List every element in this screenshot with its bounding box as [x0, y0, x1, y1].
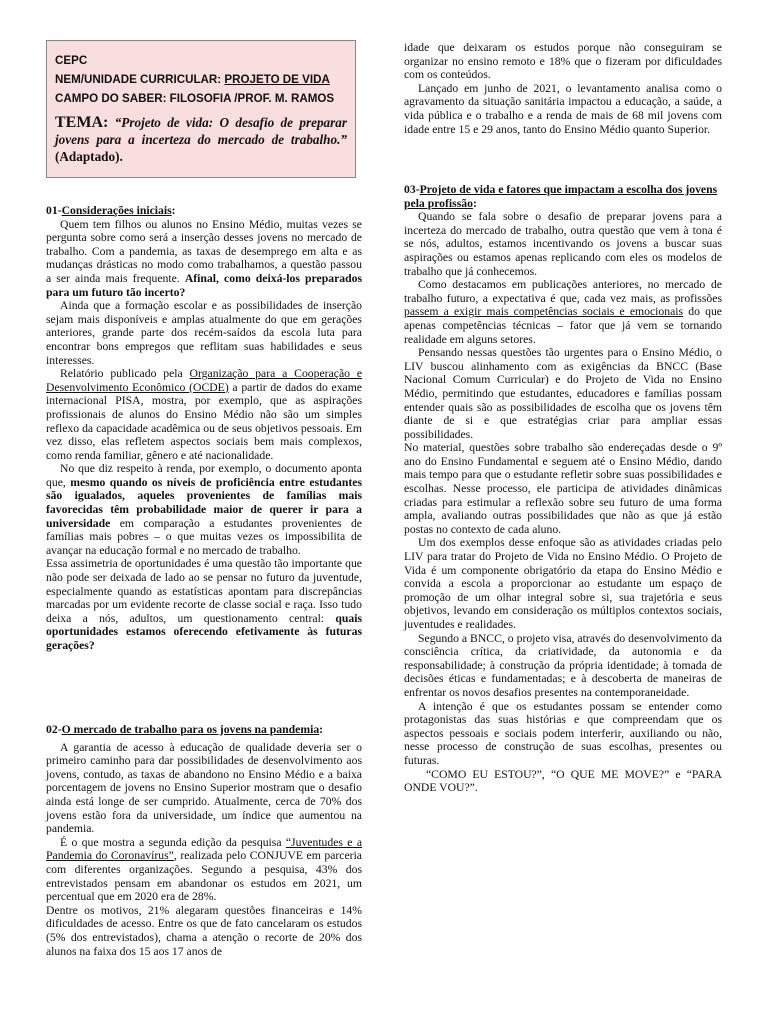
s1-paragraph-3: [46, 367, 362, 462]
s1-p3-text: Relatório publicado pela: [60, 367, 190, 381]
s3-paragraph-1: Quando se fala sobre o desafio de preparar jovens para a incerteza do mercado de trabalho, outra questão que vem à tona é se nós, adultos, estamos incentivando os jovens a buscar suas aspirações ou estamos apenas replicando com eles os modelos de trabalho que já conhecemos.: [404, 210, 722, 278]
s2-paragraph-5: Lançado em junho de 2021, o levantamento analisa como o agravamento da situação sanitária impactou a educação, a saúde, a vida pública e o trabalho e a renda de mais de 68 mil jovens com idade entre 15 e 29 anos, tanto do Ensino Médio quanto Superior.: [404, 81, 722, 136]
s1-p4-rest: em comparação a estudantes provenientes de famílias mais pobres – o que muitas vezes os impossibilita de avançar na educação formal e no mercado de trabalho.: [46, 516, 362, 557]
ocde-link[interactable]: Organização para a Cooperação e Desenvolvimento Econômico (OCDE): [46, 367, 363, 394]
section-3-heading: [404, 183, 722, 210]
curricular-unit-label: NEM/UNIDADE CURRICULAR:: [55, 73, 225, 86]
curricular-unit-link[interactable]: PROJETO DE VIDA: [224, 73, 330, 86]
survey-link[interactable]: “Juventudes e a Pandemia do Coronavírus”: [46, 835, 363, 863]
section-1-colon: :: [171, 204, 176, 217]
section-2-title: O mercado de trabalho para os jovens na pandemia: [61, 723, 320, 736]
s1-p3-rest: a partir de dados do exame internacional PISA, mostra, por exemplo, que as aspirações profissionais de alunos do Ensino Médio não são um simples reflexo da capacidade acadêmica ou de seus objetivos pessoais. Em vez disso, elas refletem aspectos sociais bem mais complexos, como renda familiar, gênero e até nacionalidade.: [46, 380, 362, 462]
competencies-link[interactable]: passem a exigir mais competências sociais e emocionais: [404, 305, 684, 319]
s2-paragraph-1: A garantia de acesso à educação de qualidade deveria ser o primeiro caminho para dar possibilidades de desenvolvimento aos jovens, contudo, as taxas de abandono no Ensino Médio e a baixa porcentagem de jovens no Ensino Superior mostram que o desafio ainda está longe de ser cumprido. Atualmente, cerca de 70% dos jovens estão fora da universidade, um índice que aumentou na pandemia.: [46, 740, 362, 836]
header-box: [46, 40, 356, 178]
s1-p5-bold: quais oportunidades estamos oferecendo efetivamente às futuras gerações?: [46, 611, 362, 652]
s3-paragraph-5: Um dos exemplos desse enfoque são as atividades criadas pelo LIV para tratar do Projeto de Vida no Ensino Médio. O Projeto de Vida é um componente obrigatório da etapa do Ensino Médio e convida a escola a proporcionar ao estudante um espaço de promoção de um olhar integral sobre si, sua trajetória e seus objetivos, levando em consideração os múltiplos contextos sociais, juventudes e realidades.: [404, 536, 722, 631]
s3-paragraph-4: No material, questões sobre trabalho são endereçadas desde o 9º ano do Ensino Fundamental e seguem até o Ensino Médio, dando mais tempo para que o estudante refletir sobre suas possibilidades e escolhas. Nesse processo, ele participa de atividades dinâmicas criadas para estimular a reflexão sobre seu futuro de uma forma ampla, avaliando outras possibilidades que não as que já estão postas no contexto de cada aluno.: [404, 441, 722, 536]
s1-p5-text: Essa assimetria de oportunidades é uma questão tão importante que não pode ser deixada de lado ao se pensar no futuro da juventude, especialmente quando as estatísticas apontam para discrepâncias marcadas por um evidente recorte de classe social e raça. Isso tudo deixa a nós, adultos, um questionamento central:: [46, 557, 362, 625]
section-3-title: Projeto de vida e fatores que impactam a escolha dos jovens pela profissão: [404, 183, 718, 210]
s1-paragraph-5: [46, 557, 362, 652]
s3-paragraph-2: [404, 278, 722, 346]
s3-p2-rest: do que apenas competências técnicas – fator que já vem se tornando realidade em alguns setores.: [404, 305, 722, 346]
s3-p2-text: Como destacamos em publicações anteriores, no mercado de trabalho futuro, a expectativa é que, cada vez mais, as profissões: [404, 278, 722, 305]
field-of-knowledge: CAMPO DO SABER: FILOSOFIA /PROF. M. RAMOS: [55, 92, 335, 105]
section-3-number: 03-: [404, 183, 420, 196]
theme-title: [55, 114, 347, 165]
s3-paragraph-6: Segundo a BNCC, o projeto visa, através do desenvolvimento da consciência crítica, da criatividade, da autonomia e da responsabilidade; à construção da própria identidade; à tomada de decisões éticas e fundamentadas; e à descoberta de maneiras de enfrentar os novos desafios presentes na contemporaneidade.: [404, 631, 722, 699]
s2-paragraph-3: Dentre os motivos, 21% alegaram questões financeiras e 14% dificuldades de acesso. Entre os que de fato cancelaram os estudos (5% dos entrevistados), chama a atenção o recorte de 20% dos alunos na faixa dos 15 aos 17 anos de: [46, 903, 362, 958]
section-2-number: 02-: [46, 723, 62, 736]
s2-p2-rest: , realizada pelo CONJUVE em parceria com diferentes organizações. Segundo a pesquisa, 43% dos entrevistados pensam em abandonar os estudos em 2021, um percentual que em 2020 era de 28%.: [46, 849, 362, 904]
theme-text: “Projeto de vida: O desafio de preparar jovens para a incerteza do mercado de trabalho.”: [55, 115, 347, 147]
section-3: [404, 183, 722, 795]
theme-suffix: (Adaptado).: [55, 149, 123, 164]
s1-paragraph-2: Ainda que a formação escolar e as possibilidades de inserção sejam mais disponíveis e amplas atualmente do que em gerações anteriores, grande parte dos recém-saídos da escola luta para encontrar bons empregos que reflitam suas habilidades e seus interesses.: [46, 299, 362, 367]
section-2-colon: :: [319, 723, 324, 736]
s2-p2-text: É o que mostra a segunda edição da pesquisa: [60, 835, 286, 849]
s1-paragraph-1: [46, 218, 362, 300]
section-2-heading: [46, 723, 362, 737]
section-1-title: Considerações iniciais: [61, 204, 172, 217]
s1-p4-bold: mesmo quando os níveis de proficiência entre estudantes são igualados, aqueles provenientes de famílias mais favorecidas têm probabilidade maior de querer ir para a universidade: [46, 475, 362, 530]
section-2-continued: [404, 41, 722, 136]
section-1-number: 01-: [46, 204, 62, 217]
school-name: CEPC: [55, 54, 88, 67]
s1-p1-bold: Afinal, como deixá-los preparados para um futuro tão incerto?: [46, 271, 362, 299]
section-1-heading: [46, 204, 362, 218]
section-2: [46, 723, 362, 958]
s2-paragraph-4: idade que deixaram os estudos porque não conseguiram se organizar no ensino remoto e 18% que o fizeram por dificuldades com os conteúdos.: [404, 41, 722, 82]
theme-label: TEMA:: [55, 114, 109, 131]
section-3-colon: :: [472, 196, 477, 210]
s3-paragraph-7: A intenção é que os estudantes possam se entender como protagonistas das suas histórias e que compreendam que os aspectos pessoais e sociais podem interferir, auxiliando ou não, nesse processo de construção de suas escolhas, presentes ou futuras.: [404, 699, 722, 767]
s1-paragraph-4: [46, 462, 362, 557]
s2-paragraph-2: [46, 836, 362, 904]
curricular-unit: [55, 70, 347, 89]
s3-paragraph-8: “COMO EU ESTOU?”, “O QUE ME MOVE?” e “PARA ONDE VOU?”.: [404, 767, 722, 795]
section-1: [46, 204, 362, 653]
s1-p1-text: Quem tem filhos ou alunos no Ensino Médio, muitas vezes se pergunta sobre como será a inserção desses jovens no mercado de trabalho. Com a pandemia, as taxas de desemprego em alta e as mudanças drásticas no modo como trabalhamos, a questão passou a ser ainda mais frequente.: [46, 217, 362, 285]
s3-paragraph-3: Pensando nessas questões tão urgentes para o Ensino Médio, o LIV buscou alinhamento com as exigências da BNCC (Base Nacional Comum Curricular) e do Projeto de Vida no Ensino Médio, permitindo que estudantes, educadores e famílias possam entender quais são as possibilidades de escolha que os jovens têm diante de si e que estratégias criar para ampliar essas possibilidades.: [404, 346, 722, 441]
s1-p4-text: No que diz respeito à renda, por exemplo, o documento aponta que,: [46, 462, 362, 489]
